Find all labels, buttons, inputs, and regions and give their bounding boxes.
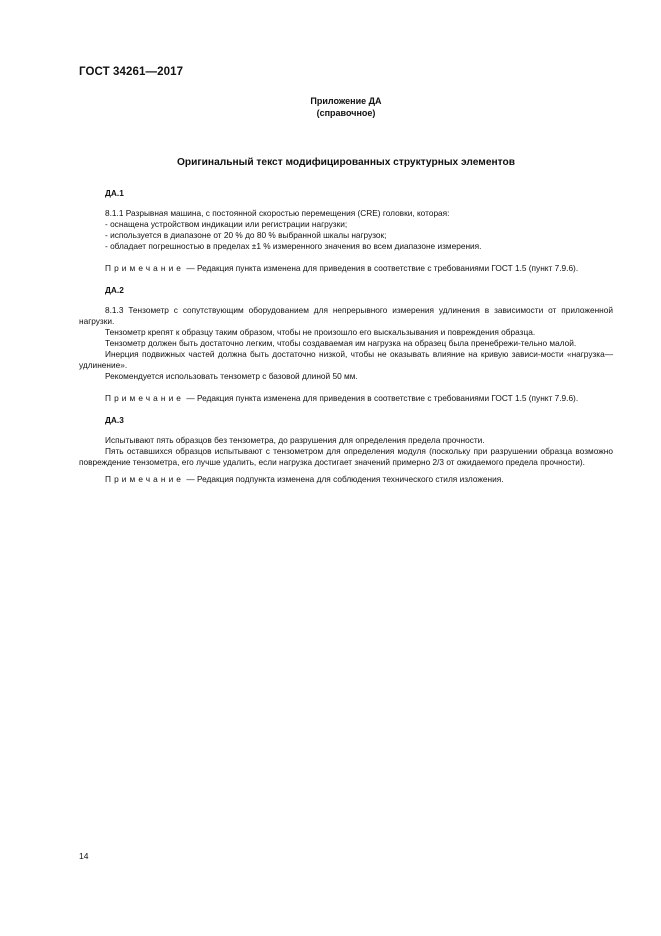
note-label: Примечание [105, 393, 185, 403]
section-heading-da2: ДА.2 [105, 285, 124, 295]
section-heading-da1: ДА.1 [105, 188, 124, 198]
paragraph: Тензометр крепят к образцу таким образом, чтобы не произошло его выскальзывания и повреждения образца. [105, 327, 536, 337]
list-item: - оснащена устройством индикации или регистрации нагрузки; [105, 219, 348, 229]
paragraph: 8.1.1 Разрывная машина, с постоянной скоростью перемещения (CRE) головки, которая: [105, 208, 450, 218]
note-da2 [79, 393, 613, 404]
standard-number: ГОСТ 34261—2017 [79, 66, 184, 78]
paragraph: Рекомендуется использовать тензометр с базовой длиной 50 мм. [105, 371, 358, 381]
paragraph: Тензометр должен быть достаточно легким, чтобы создаваемая им нагрузка на образец была пренебрежи-тельно малой. [105, 338, 577, 348]
list-item: - обладает погрешностью в пределах ±1 % измеренного значения во всем диапазоне измерения. [105, 241, 482, 251]
page-number: 14 [79, 851, 89, 861]
note-text: — Редакция подпункта изменена для соблюдения технического стиля изложения. [184, 474, 504, 484]
note-label: Примечание [105, 474, 185, 484]
main-title: Оригинальный текст модифицированных структурных элементов [177, 157, 515, 168]
note-da3 [79, 474, 613, 485]
document-body [79, 188, 613, 485]
paragraph: Инерция подвижных частей должна быть достаточно низкой, чтобы не оказывать влияние на кривую зависи-мости «нагрузка—удлинение». [79, 349, 613, 370]
section-heading-da3: ДА.3 [105, 415, 124, 425]
list-item: - используется в диапазоне от 20 % до 80 % выбранной шкалы нагрузок; [105, 230, 387, 240]
paragraph: 8.1.3 Тензометр с сопутствующим оборудованием для непрерывного измерения удлинения в зависимости от приложенной нагрузки. [79, 305, 613, 326]
note-text: — Редакция пункта изменена для приведения в соответствие с требованиями ГОСТ 1.5 (пункт 7.9.6). [184, 393, 579, 403]
annex-subtitle: (справочное) [316, 108, 376, 118]
paragraph: Пять оставшихся образцов испытывают с тензометром для определения модуля (поскольку при разрушении образца возможно повреждение тензометра, его лучше удалить, если нагрузка достигает значений примерно 2/3 от ожидаемого предела прочности). [79, 446, 613, 467]
note-text: — Редакция пункта изменена для приведения в соответствие с требованиями ГОСТ 1.5 (пункт 7.9.6). [184, 263, 579, 273]
annex-title: Приложение ДА [310, 96, 382, 106]
paragraph: Испытывают пять образцов без тензометра, до разрушения для определения предела прочности. [105, 435, 485, 445]
note-da1 [79, 263, 613, 274]
note-label: Примечание [105, 263, 185, 273]
